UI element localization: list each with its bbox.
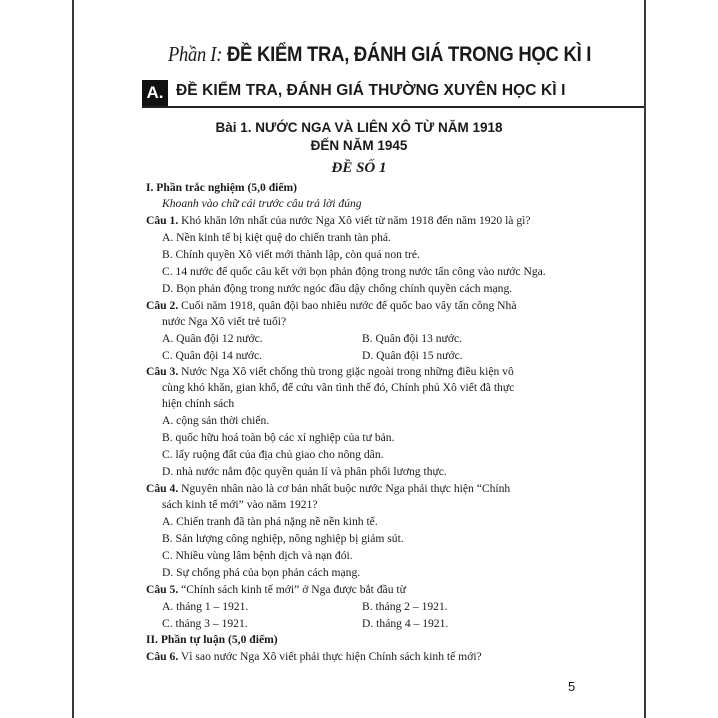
question-1-option-b: B. Chính quyền Xô viết mới thành lập, còn quá non trẻ. [162,248,420,261]
question-3-option-c: C. lấy ruộng đất của địa chủ giao cho nông dân. [162,448,384,461]
part-title [168,42,591,67]
document-page [72,0,646,718]
question-5-option-a: A. tháng 1 – 1921. [162,600,249,613]
question-4-label: Câu 4. [146,482,179,495]
question-5 [146,582,406,598]
question-6-text: Vì sao nước Nga Xô viết phải thực hiện Chính sách kinh tế mới? [180,650,482,663]
question-4-text-line1: Nguyên nhân nào là cơ bản nhất buộc nước Nga phải thực hiện “Chính [181,482,511,495]
question-1-text: Khó khăn lớn nhất của nước Nga Xô viết từ năm 1918 đến năm 1920 là gì? [181,214,531,227]
question-4-option-b: B. Sản lượng công nghiệp, nông nghiệp bị giảm sút. [162,532,404,545]
right-margin [646,0,718,718]
question-3 [146,364,514,380]
part-prefix: Phần I: [168,42,223,66]
section-title: ĐỀ KIỂM TRA, ĐÁNH GIÁ THƯỜNG XUYÊN HỌC KÌ I [176,82,566,99]
exam-title: ĐỀ SỐ 1 [331,160,387,176]
question-4-option-c: C. Nhiều vùng lâm bệnh dịch và nạn đói. [162,549,353,562]
part2-heading: II. Phần tự luận (5,0 điểm) [146,633,278,646]
question-5-option-c: C. tháng 3 – 1921. [162,617,248,630]
part-heading: ĐỀ KIỂM TRA, ĐÁNH GIÁ TRONG HỌC KÌ I [226,43,592,66]
question-2-option-d: D. Quân đội 15 nước. [362,349,463,362]
question-3-option-d: D. nhà nước nắm độc quyền quản lí và phân phối lương thực. [162,465,447,478]
left-margin [0,0,72,718]
question-3-text-line3: hiện chính sách [162,397,235,410]
question-4-option-a: A. Chiến tranh đã tàn phá nặng nề nền kinh tế. [162,515,378,528]
question-2-option-c: C. Quân đội 14 nước. [162,349,263,362]
question-3-text-line1: Nước Nga Xô viết chống thù trong giặc ngoài trong những điều kiện vô [181,365,514,378]
question-5-label: Câu 5. [146,583,179,596]
question-4-text-line2: sách kinh tế mới” vào năm 1921? [162,498,318,511]
question-2 [146,298,516,314]
question-5-text: “Chính sách kinh tế mới” ở Nga được bắt đầu từ [181,583,406,596]
question-1-option-a: A. Nền kinh tế bị kiệt quệ do chiến tranh tàn phá. [162,231,391,244]
question-5-option-d: D. tháng 4 – 1921. [362,617,449,630]
question-4-option-d: D. Sự chống phá của bọn phản cách mạng. [162,566,361,579]
question-2-option-a: A. Quân đội 12 nước. [162,332,263,345]
question-1-option-d: D. Bọn phản động trong nước ngóc đầu dậy chống chính quyền cách mạng. [162,282,513,295]
question-4 [146,481,510,497]
question-1 [146,213,531,229]
question-2-text-line1: Cuối năm 1918, quân đội bao nhiêu nước đế quốc bao vây tấn công Nhà [181,299,517,312]
question-3-text-line2: cùng khó khăn, gian khổ, để cứu vãn tình thế đó, Chính phủ Xô viết đã thực [162,381,515,394]
question-3-option-b: B. quốc hữu hoá toàn bộ các xí nghiệp của tư bản. [162,431,395,444]
question-6-label: Câu 6. [146,650,179,663]
question-1-option-c: C. 14 nước đế quốc câu kết với bọn phản động trong nước tấn công vào nước Nga. [162,265,546,278]
question-2-option-b: B. Quân đội 13 nước. [362,332,463,345]
part1-instruction: Khoanh vào chữ cái trước câu trả lời đúng [162,197,362,210]
question-2-text-line2: nước Nga Xô viết trẻ tuổi? [162,315,287,328]
question-2-label: Câu 2. [146,299,179,312]
part1-heading: I. Phần trắc nghiệm (5,0 điểm) [146,181,298,194]
question-1-label: Câu 1. [146,214,179,227]
question-6 [146,649,482,665]
page-number: 5 [568,679,576,694]
question-3-label: Câu 3. [146,365,179,378]
lesson-title-line2: ĐẾN NĂM 1945 [310,138,408,153]
section-header [142,80,644,108]
question-3-option-a: A. cộng sản thời chiến. [162,414,270,427]
lesson-title-line1: Bài 1. NƯỚC NGA VÀ LIÊN XÔ TỪ NĂM 1918 [215,120,503,135]
question-5-option-b: B. tháng 2 – 1921. [362,600,448,613]
section-letter: A. [142,80,168,106]
